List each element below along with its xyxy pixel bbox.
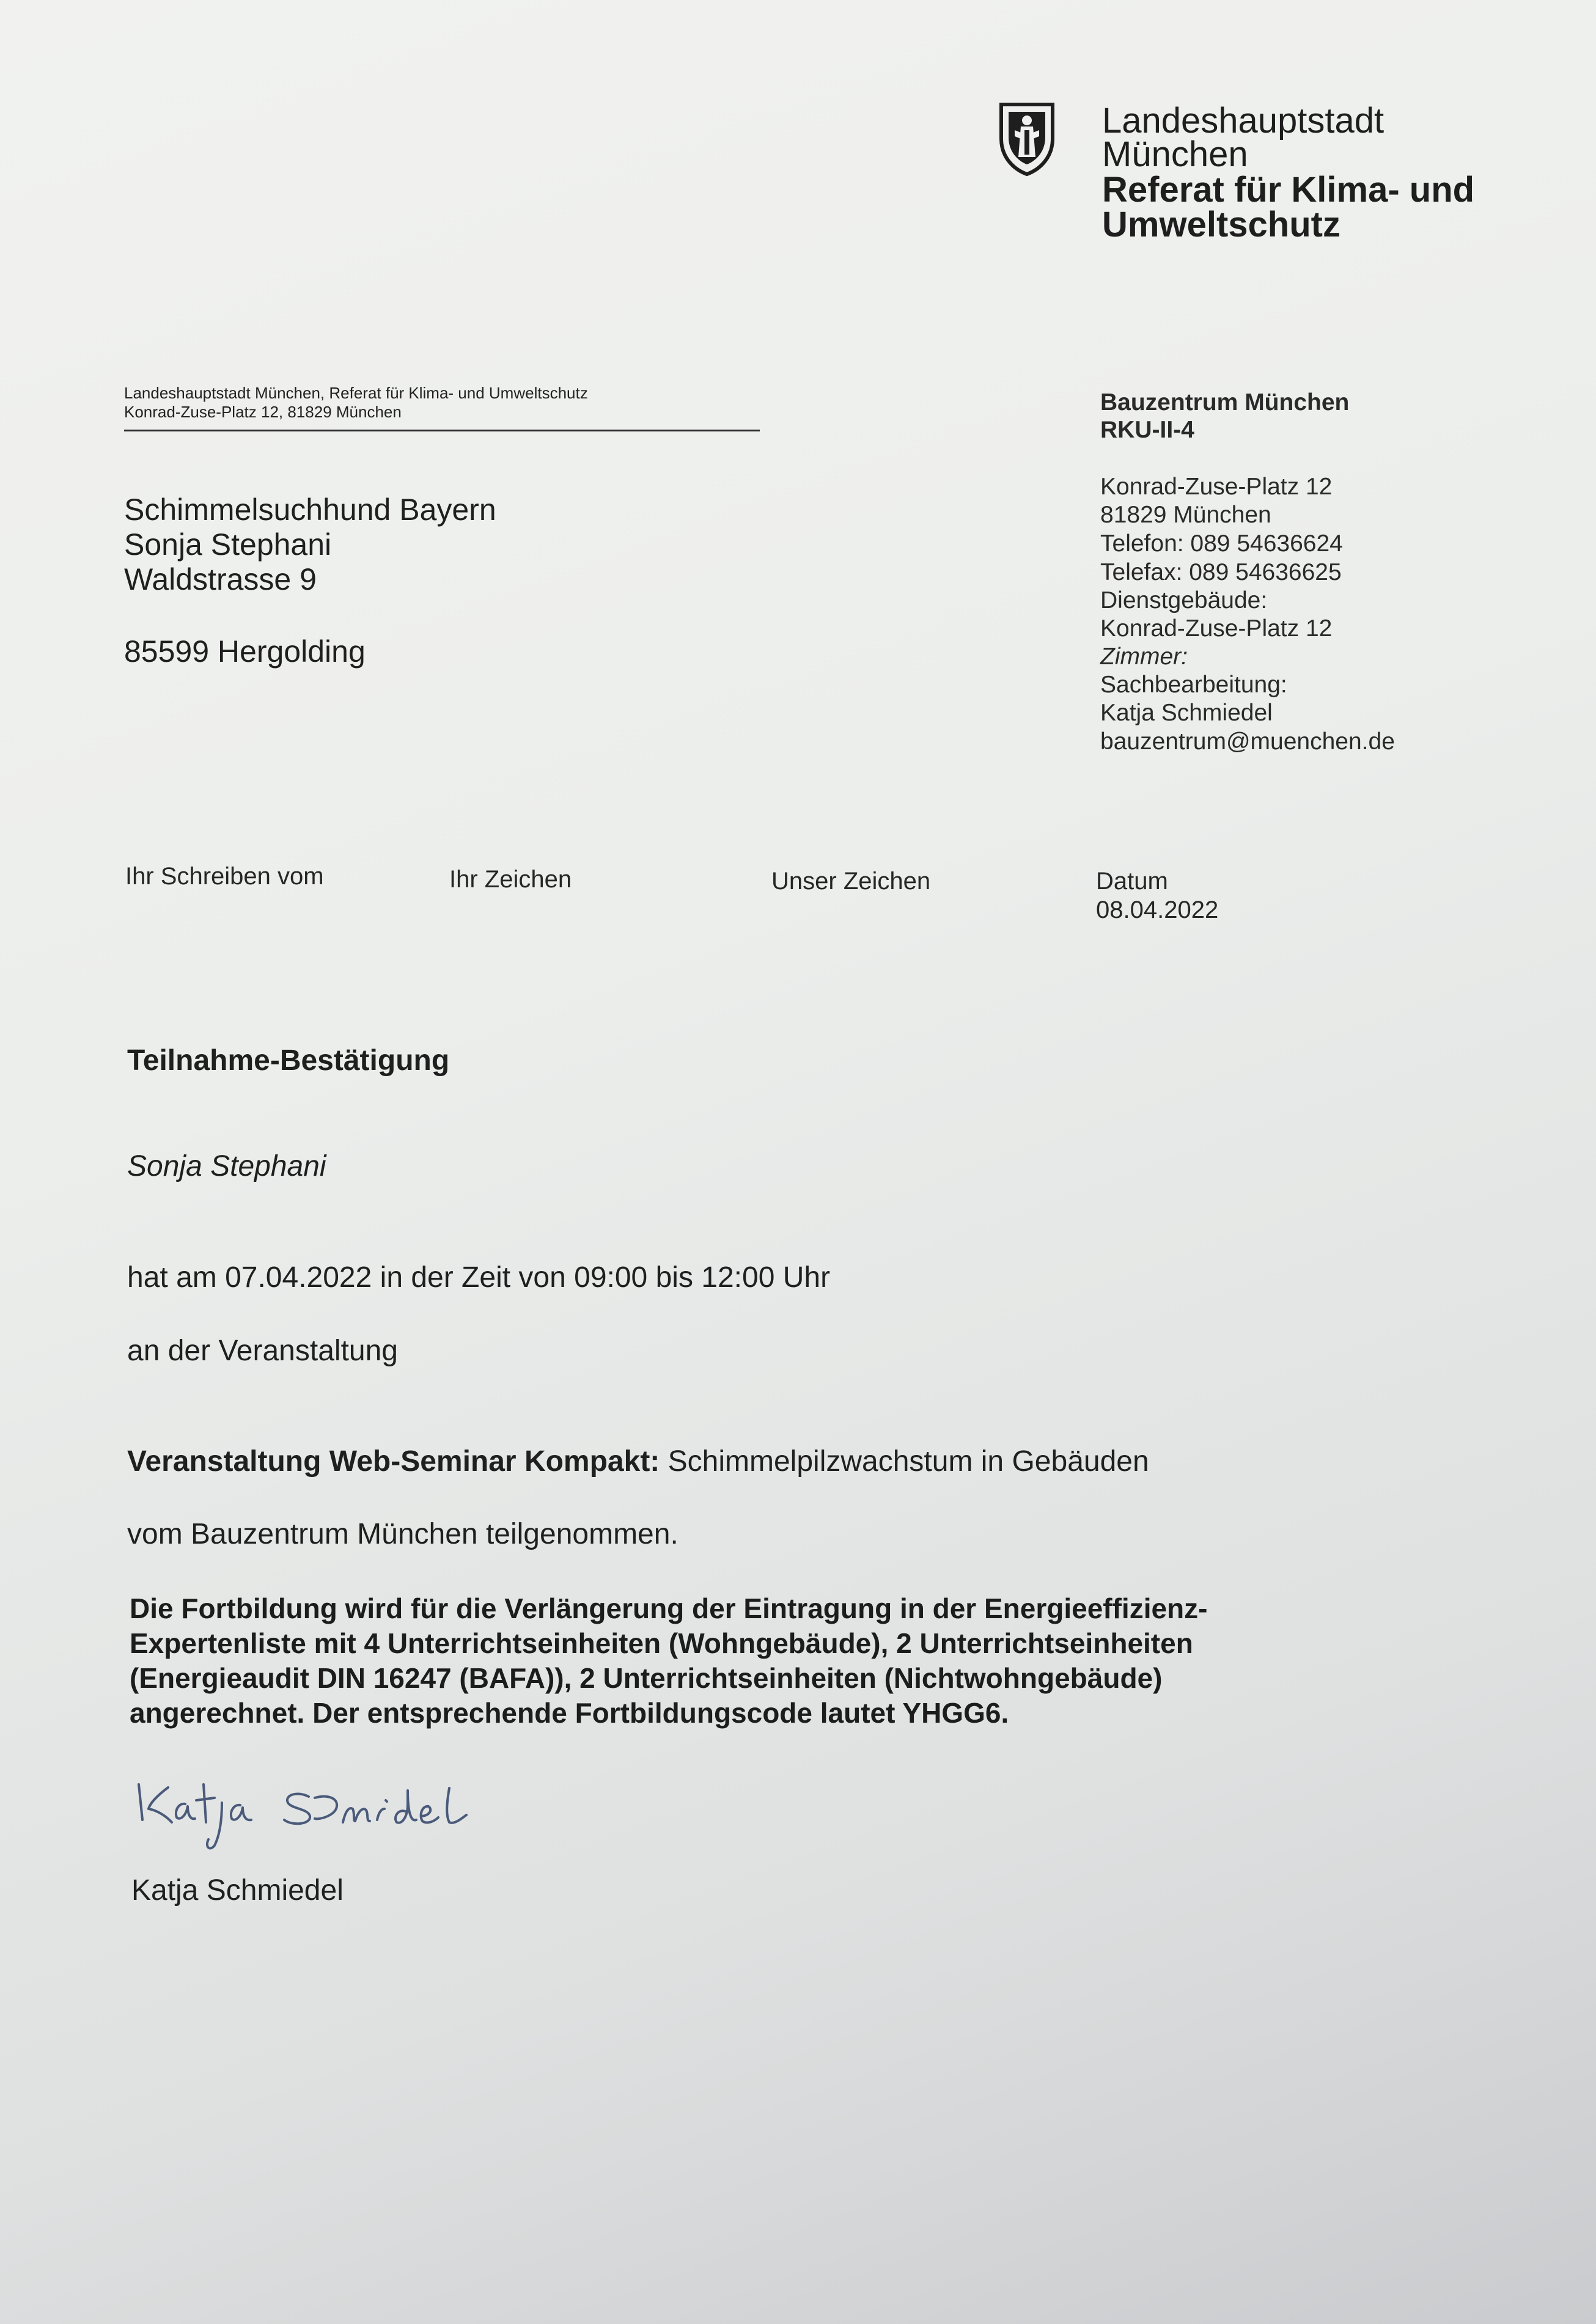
signatory-name: Katja Schmiedel	[131, 1874, 344, 1907]
notice-line-4: angerechnet. Der entsprechende Fortbildungscode lautet YHGG6.	[130, 1697, 1009, 1729]
contact-clerk-label: Sachbearbeitung:	[1100, 672, 1287, 698]
event-intro: an der Veranstaltung	[127, 1335, 398, 1367]
recipient-line-3: Waldstrasse 9	[124, 562, 317, 596]
recipient-line-4: 85599 Hergolding	[124, 634, 366, 669]
letterhead-city-line-1: Landeshauptstadt	[1102, 101, 1385, 141]
organizer-line: vom Bauzentrum München teilgenommen.	[127, 1518, 678, 1550]
letterhead-dept-line-1: Referat für Klima- und	[1102, 170, 1475, 210]
sender-line-1: Landeshauptstadt München, Referat für Klima- und Umweltschutz	[124, 384, 588, 402]
contact-fax: Telefax: 089 54636625	[1100, 559, 1342, 585]
ref-date-value: 08.04.2022	[1096, 896, 1219, 923]
participant-name: Sonja Stephani	[127, 1150, 326, 1182]
subject-heading: Teilnahme-Bestätigung	[127, 1044, 450, 1077]
munich-coat-of-arms-icon	[996, 101, 1057, 177]
contact-org: Bauzentrum München	[1100, 389, 1350, 416]
time-line: hat am 07.04.2022 in der Zeit von 09:00 bis 12:00 Uhr	[127, 1261, 831, 1294]
contact-room-label: Zimmer:	[1100, 643, 1188, 670]
sender-line-2: Konrad-Zuse-Platz 12, 81829 München	[124, 403, 402, 421]
letterhead-dept-line-2: Umweltschutz	[1102, 205, 1340, 244]
contact-email: bauzentrum@muenchen.de	[1100, 728, 1395, 755]
ref-date-label: Datum	[1096, 868, 1168, 895]
event-label: Veranstaltung Web-Seminar Kompakt:	[127, 1445, 660, 1478]
sender-divider	[124, 430, 760, 431]
event-title: Schimmelpilzwachstum in Gebäuden	[660, 1445, 1149, 1478]
notice-line-3: (Energieaudit DIN 16247 (BAFA)), 2 Unterrichtseinheiten (Nichtwohngebäude)	[130, 1662, 1163, 1694]
notice-line-1: Die Fortbildung wird für die Verlängerung der Eintragung in der Energieeffizienz-	[130, 1593, 1208, 1624]
contact-clerk-name: Katja Schmiedel	[1100, 700, 1273, 726]
recipient-line-2: Sonja Stephani	[124, 527, 332, 562]
ref-your-letter-label: Ihr Schreiben vom	[125, 863, 324, 890]
contact-building-value: Konrad-Zuse-Platz 12	[1100, 615, 1333, 642]
contact-building-label: Dienstgebäude:	[1100, 587, 1268, 614]
contact-unit: RKU-II-4	[1100, 417, 1194, 443]
contact-city: 81829 München	[1100, 502, 1271, 528]
letterhead-city-line-2: München	[1102, 134, 1248, 174]
ref-our-ref-label: Unser Zeichen	[771, 868, 931, 895]
recipient-line-1: Schimmelsuchhund Bayern	[124, 493, 496, 527]
contact-street: Konrad-Zuse-Platz 12	[1100, 474, 1333, 500]
event-line	[127, 1444, 1149, 1479]
handwritten-signature	[131, 1766, 498, 1858]
notice-line-2: Expertenliste mit 4 Unterrichtseinheiten (Wohngebäude), 2 Unterrichtseinheiten	[130, 1627, 1193, 1659]
ref-your-ref-label: Ihr Zeichen	[449, 866, 572, 893]
contact-phone: Telefon: 089 54636624	[1100, 530, 1343, 557]
